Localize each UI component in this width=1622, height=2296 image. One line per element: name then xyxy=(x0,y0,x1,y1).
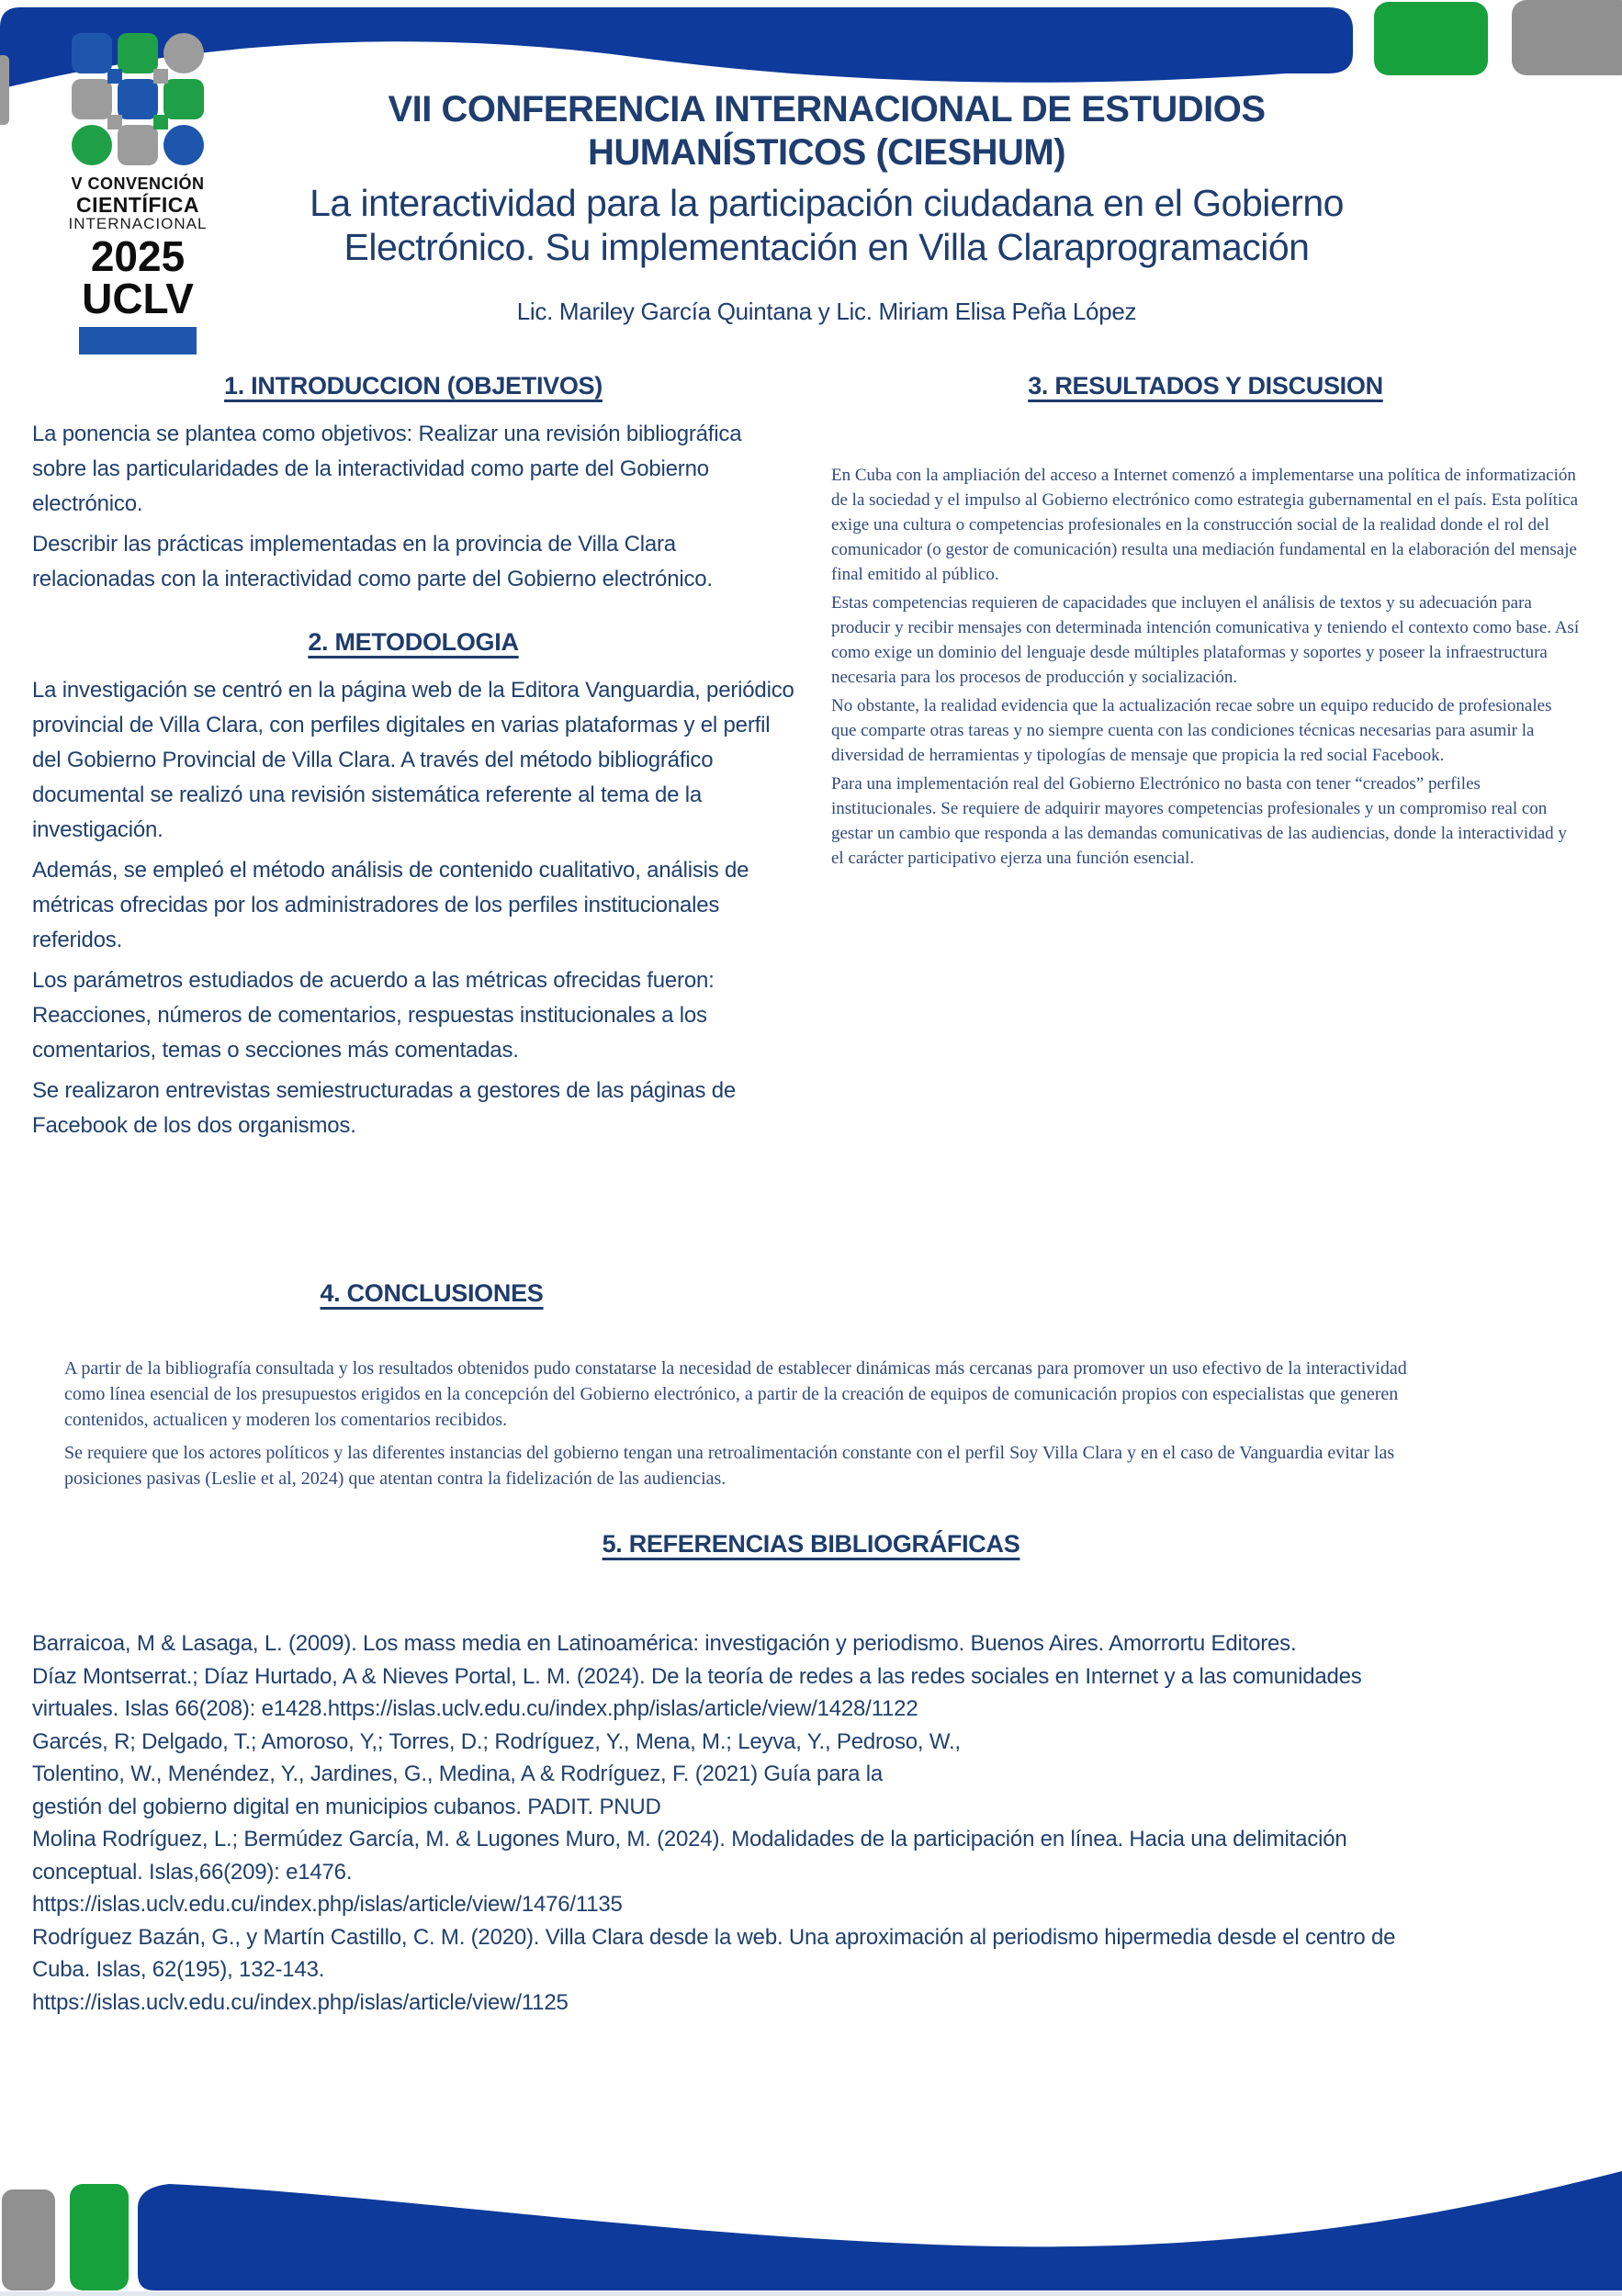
title-block xyxy=(230,88,1424,326)
header-left-gray-sliver xyxy=(0,55,9,125)
reference-line: Díaz Montserrat.; Díaz Hurtado, A & Nieves Portal, L. M. (2024). De la teoría de redes a las redes sociales en Internet y a las comunidades xyxy=(32,1663,1362,1689)
logo-square-icon xyxy=(163,79,204,119)
reference-line: Tolentino, W., Menéndez, Y., Jardines, G., Medina, A & Rodríguez, F. (2021) Guía para la xyxy=(32,1761,884,1786)
header-gray-square xyxy=(1512,0,1622,75)
paragraph: Para una implementación real del Gobierno Electrónico no basta con tener “creados” perfiles institucionales. Se requiere de adquirir mayores competencias profesionales y un compromiso real con gestar un cambio que responda a las demandas comunicativas de las audiencias, donde la interactividad y el carácter participativo ejerza una función esencial. xyxy=(831,774,1567,868)
logo-connector-icon xyxy=(153,69,168,84)
reference-line: https://islas.uclv.edu.cu/index.php/islas/article/view/1476/1135 xyxy=(32,1892,623,1917)
section-heading-conclusiones: 4. CONCLUSIONES xyxy=(320,1279,544,1307)
reference-line: conceptual. Islas,66(209): e1476. xyxy=(32,1859,353,1885)
resultados-text xyxy=(831,463,1580,871)
logo-connector-icon xyxy=(107,69,122,84)
reference-line: Rodríguez Bazán, G., y Martín Castillo, C. M. (2020). Villa Clara desde la web. Una aproximación al periodismo hipermedia desde el centro de xyxy=(32,1924,1396,1950)
paragraph: No obstante, la realidad evidencia que la actualización recae sobre un equipo reducido de profesionales que comparte otras tareas y no siempre cuenta con las condiciones técnicas necesarias para asumir la diversidad de herramientas y tipologías de mensaje que propicia la red social Facebook. xyxy=(831,696,1552,765)
paragraph: Estas competencias requieren de capacidades que incluyen el análisis de textos y su adecuación para producir y recibir mensajes con determinada intención comunicativa y teniendo el contexto como base. Así como exige un dominio del lenguaje desde múltiples plataformas y soportes y poseer la infraestructura necesaria para los procesos de producción y socialización. xyxy=(831,593,1580,687)
referencias-heading-wrap xyxy=(0,1530,1622,1559)
conclusiones-text xyxy=(64,1356,1424,1499)
logo-text-convencion: V CONVENCIÓN xyxy=(71,174,205,193)
section-heading-referencias: 5. REFERENCIAS BIBLIOGRÁFICAS xyxy=(602,1530,1020,1558)
paragraph: En Cuba con la ampliación del acceso a Internet comenzó a implementarse una política de informatización de la sociedad y el impulso al Gobierno electrónico como estrategia gubernamental en el país. Esta política exige una cultura o competencias profesionales en la construcción social de la realidad donde el rol del comunicador (o gestor de comunicación) resulta una mediación fundamental en la elaboración del mensaje final emitido al público. xyxy=(831,466,1579,584)
reference-line: gestión del gobierno digital en municipios cubanos. PADIT. PNUD xyxy=(32,1794,661,1819)
poster-title: La interactividad para la participación ciudadana en el Gobierno Electrónico. Su implementación en Villa Claraprogramación xyxy=(310,181,1344,268)
introduccion-text xyxy=(32,417,794,597)
conclusiones-heading-wrap xyxy=(32,1279,831,1308)
logo-blue-bar xyxy=(79,327,197,355)
logo-square-icon xyxy=(118,125,158,165)
logo-square-icon xyxy=(72,79,112,119)
logo-text-internacional: INTERNACIONAL xyxy=(68,215,208,233)
metodologia-text xyxy=(32,673,794,1143)
referencias-list xyxy=(32,1627,1594,2019)
header-green-square xyxy=(1374,2,1488,75)
reference-line: Barraicoa, M & Lasaga, L. (2009). Los mass media en Latinoamérica: investigación y periodismo. Buenos Aires. Amorrortu Editores. xyxy=(32,1631,1297,1656)
paragraph: Se requiere que los actores políticos y las diferentes instancias del gobierno tengan una retroalimentación constante con el perfil Soy Villa Clara y en el caso de Vanguardia evitar las posiciones pasivas (Leslie et al, 2024) que atentan contra la fidelización de las audiencias. xyxy=(64,1443,1395,1489)
uclv-convention-logo xyxy=(53,33,222,355)
logo-square-icon xyxy=(118,79,158,119)
footer-wave-graphic xyxy=(0,2149,1622,2296)
logo-circle-icon xyxy=(163,33,204,73)
reference-line: https://islas.uclv.edu.cu/index.php/islas/article/view/1125 xyxy=(32,1989,569,2015)
section-heading-resultados: 3. RESULTADOS Y DISCUSION xyxy=(1028,372,1383,400)
logo-org: UCLV xyxy=(82,274,194,322)
paragraph: La ponencia se plantea como objetivos: Realizar una revisión bibliográfica sobre las particularidades de la interactividad como parte del Gobierno electrónico. xyxy=(32,422,742,516)
authors-line: Lic. Mariley García Quintana y Lic. Miriam Elisa Peña López xyxy=(516,297,1137,325)
left-column xyxy=(32,372,794,1149)
logo-square-icon xyxy=(118,33,158,73)
logo-circle-icon xyxy=(72,125,112,165)
paragraph: A partir de la bibliografía consultada y los resultados obtenidos pudo constatarse la necesidad de establecer dinámicas más cercanas para promover un uso efectivo de la interactividad como línea esencial de los presupuestos erigidos en la concepción del Gobierno electrónico, a partir de la creación de equipos de comunicación propios con especialistas que generen contenidos, actualicen y moderen los comentarios recibidos. xyxy=(64,1358,1407,1430)
section-heading-metodologia: 2. METODOLOGIA xyxy=(308,628,519,656)
logo-connector-icon xyxy=(153,115,168,129)
logo-year: 2025 xyxy=(90,231,186,280)
logo-circle-icon xyxy=(163,125,204,165)
logo-text-cientifica: CIENTÍFICA xyxy=(75,193,200,217)
paragraph: Los parámetros estudiados de acuerdo a las métricas ofrecidas fueron: Reacciones, números de comentarios, respuestas institucionales a los comentarios, temas o secciones más comentadas. xyxy=(32,968,715,1063)
right-column xyxy=(831,372,1580,874)
logo-square-icon xyxy=(72,33,112,73)
paragraph: Describir las prácticas implementadas en la provincia de Villa Clara relacionadas con la interactividad como parte del Gobierno electrónico. xyxy=(32,532,713,591)
section-heading-introduccion: 1. INTRODUCCION (OBJETIVOS) xyxy=(224,372,603,400)
footer-bottom-line xyxy=(0,2291,1622,2296)
reference-line: Cuba. Islas, 62(195), 132-143. xyxy=(32,1957,325,1982)
reference-line: Garcés, R; Delgado, T.; Amoroso, Y,; Torres, D.; Rodríguez, Y., Mena, M.; Leyva, Y., Pedroso, W., xyxy=(32,1728,961,1754)
reference-line: virtuales. Islas 66(208): e1428.https://islas.uclv.edu.cu/index.php/islas/article/view/1428/1122 xyxy=(32,1696,918,1721)
paragraph: La investigación se centró en la página web de la Editora Vanguardia, periódico provincial de Villa Clara, con perfiles digitales en varias plataformas y el perfil del Gobierno Provincial de Villa Clara. A través del método bibliográfico documental se realizó una revisión sistemática referente al tema de la investigación. xyxy=(32,678,794,842)
conference-title: VII CONFERENCIA INTERNACIONAL DE ESTUDIOS HUMANÍSTICOS (CIESHUM) xyxy=(388,89,1266,173)
paragraph: Se realizaron entrevistas semiestructuradas a gestores de las páginas de Facebook de los dos organismos. xyxy=(32,1078,737,1138)
reference-line: Molina Rodríguez, L.; Bermúdez García, M. & Lugones Muro, M. (2024). Modalidades de la participación en línea. Hacia una delimitación xyxy=(32,1827,1347,1851)
logo-squares-grid-icon xyxy=(72,33,204,165)
footer-band xyxy=(0,2149,1622,2296)
paragraph: Además, se empleó el método análisis de contenido cualitativo, análisis de métricas ofrecidas por los administradores de los perfiles institucionales referidos. xyxy=(32,858,749,952)
logo-connector-icon xyxy=(107,115,122,129)
